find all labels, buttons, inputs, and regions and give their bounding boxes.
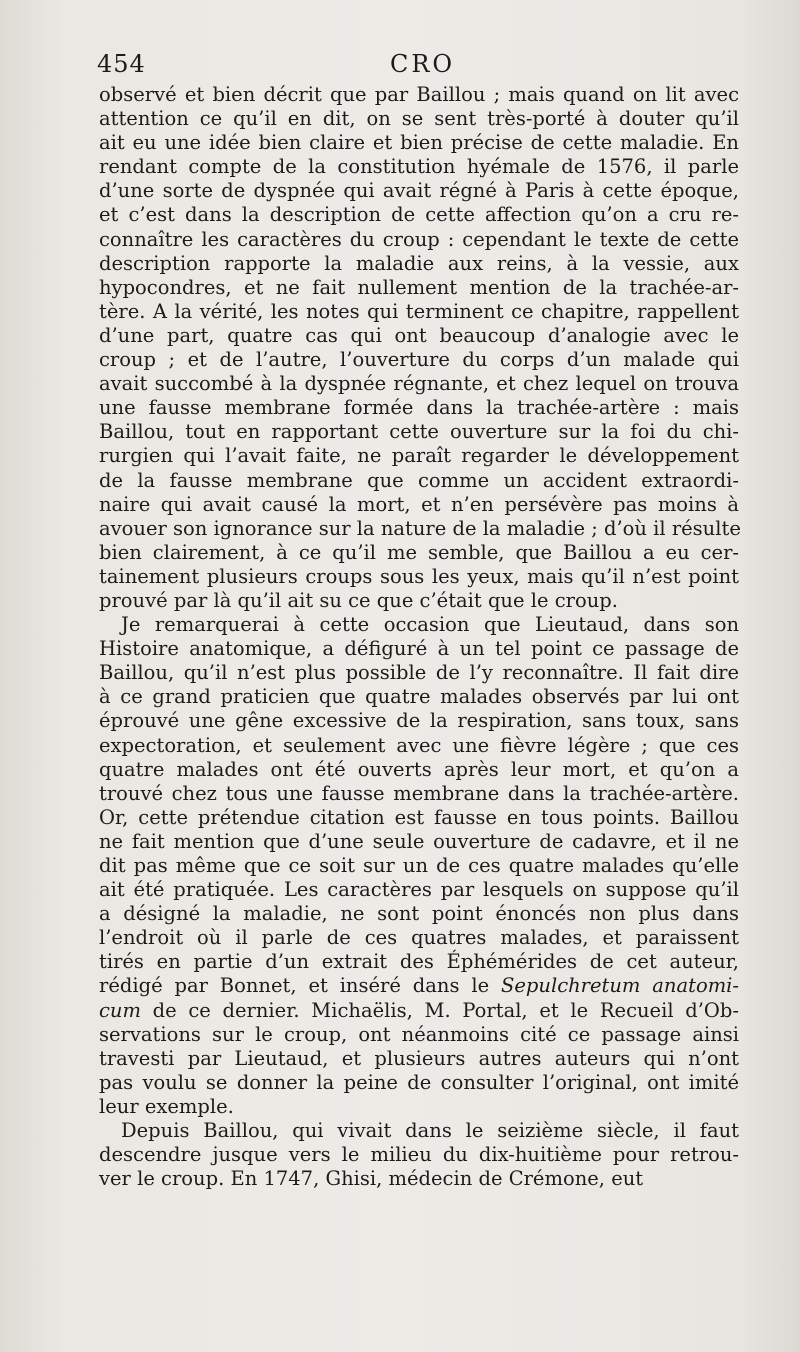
italic-title: Sepulchretum anatomi-	[501, 974, 740, 998]
text-line: leur exemple.	[99, 1094, 234, 1118]
text-line: de la fausse membrane que comme un accident extraordi-	[99, 468, 739, 492]
text-line: ait été pratiquée. Les caractères par lesquels on suppose qu’il	[99, 878, 739, 902]
text-line: et c’est dans la description de cette affection qu’on a cru re-	[99, 203, 739, 227]
running-head-title: CRO	[390, 50, 456, 78]
text-line: travesti par Lieutaud, et plusieurs autres auteurs qui n’ont	[99, 1046, 739, 1070]
text-line: naire qui avait causé la mort, et n’en persévère pas moins à	[99, 492, 739, 516]
text-line: Or, cette prétendue citation est fausse en tous points. Baillou	[99, 805, 739, 829]
body-text	[99, 83, 739, 1191]
text-line: trouvé chez tous une fausse membrane dans la trachée-artère.	[99, 781, 739, 805]
running-head	[0, 50, 800, 82]
text-line: avait succombé à la dyspnée régnante, et chez lequel on trouva	[99, 372, 739, 396]
text-line: tère. A la vérité, les notes qui terminent ce chapitre, rappellent	[99, 299, 739, 323]
text-line: bien clairement, à ce qu’il me semble, que Baillou a eu cer-	[99, 540, 739, 564]
text-line: avouer son ignorance sur la nature de la maladie ; d’où il résulte	[99, 516, 741, 540]
text-line: tainement plusieurs croups sous les yeux, mais qu’il n’est point	[99, 564, 739, 588]
text-line: hypocondres, et ne fait nullement mention de la trachée-ar-	[99, 275, 739, 299]
text-line: a désigné la maladie, ne sont point énoncés non plus dans	[99, 902, 739, 926]
text-line: attention ce qu’il en dit, on se sent très-porté à douter qu’il	[99, 107, 739, 131]
text-line: Baillou, tout en rapportant cette ouverture sur la foi du chi-	[99, 420, 739, 444]
text-line: connaître les caractères du croup : cependant le texte de cette	[99, 227, 739, 251]
text-line: dit pas même que ce soit sur un de ces quatre malades qu’elle	[99, 854, 739, 877]
text-line: ver le croup. En 1747, Ghisi, médecin de Crémone, eut	[99, 1167, 644, 1191]
text-line: descendre jusque vers le milieu du dix-huitième pour retrou-	[99, 1143, 739, 1167]
text-line: rendant compte de la constitution hyémale de 1576, il parle	[99, 155, 739, 179]
text-line: pas voulu se donner la peine de consulter l’original, ont imité	[99, 1070, 739, 1094]
text-line: à ce grand praticien que quatre malades observés par lui ont	[99, 685, 739, 709]
text-line: prouvé par là qu’il ait su ce que c’était que le croup.	[99, 588, 618, 612]
text-line: rédigé par Bonnet, et inséré dans le Sepulchretum anatomi-	[99, 974, 740, 998]
text-line: ait eu une idée bien claire et bien précise de cette maladie. En	[99, 131, 739, 155]
text-line: d’une part, quatre cas qui ont beaucoup d’analogie avec le	[99, 323, 739, 347]
text-line: Baillou, qu’il n’est plus possible de l’y reconnaître. Il fait dire	[99, 661, 739, 685]
italic-title: cum	[99, 998, 141, 1022]
page-number: 454	[97, 50, 146, 78]
text-line: rurgien qui l’avait faite, ne paraît regarder le développement	[99, 444, 739, 468]
text-line: l’endroit où il parle de ces quatres malades, et paraissent	[99, 926, 739, 950]
text-line: Depuis Baillou, qui vivait dans le seizième siècle, il faut	[121, 1119, 739, 1143]
text-line: d’une sorte de dyspnée qui avait régné à Paris à cette époque,	[99, 179, 739, 203]
text-line: expectoration, et seulement avec une fièvre légère ; que ces	[99, 733, 739, 757]
text-line: cum de ce dernier. Michaëlis, M. Portal, et le Recueil d’Ob-	[99, 998, 739, 1022]
text-line: servations sur le croup, ont néanmoins cité ce passage ainsi	[99, 1022, 739, 1046]
text-line: quatre malades ont été ouverts après leur mort, et qu’on a	[99, 757, 739, 781]
text-line: tirés en partie d’un extrait des Éphémérides de cet auteur,	[99, 950, 739, 974]
text-line: une fausse membrane formée dans la trachée-artère : mais	[99, 396, 739, 420]
text-line: croup ; et de l’autre, l’ouverture du corps d’un malade qui	[99, 348, 739, 372]
text-line: Je remarquerai à cette occasion que Lieutaud, dans son	[121, 613, 739, 637]
text-line: observé et bien décrit que par Baillou ; mais quand on lit avec	[99, 83, 739, 106]
text-line: Histoire anatomique, a défiguré à un tel point ce passage de	[99, 637, 739, 661]
text-line: description rapporte la maladie aux reins, à la vessie, aux	[99, 251, 739, 275]
text-line: ne fait mention que d’une seule ouverture de cadavre, et il ne	[99, 829, 739, 853]
text-line: éprouvé une gêne excessive de la respiration, sans toux, sans	[99, 709, 739, 733]
